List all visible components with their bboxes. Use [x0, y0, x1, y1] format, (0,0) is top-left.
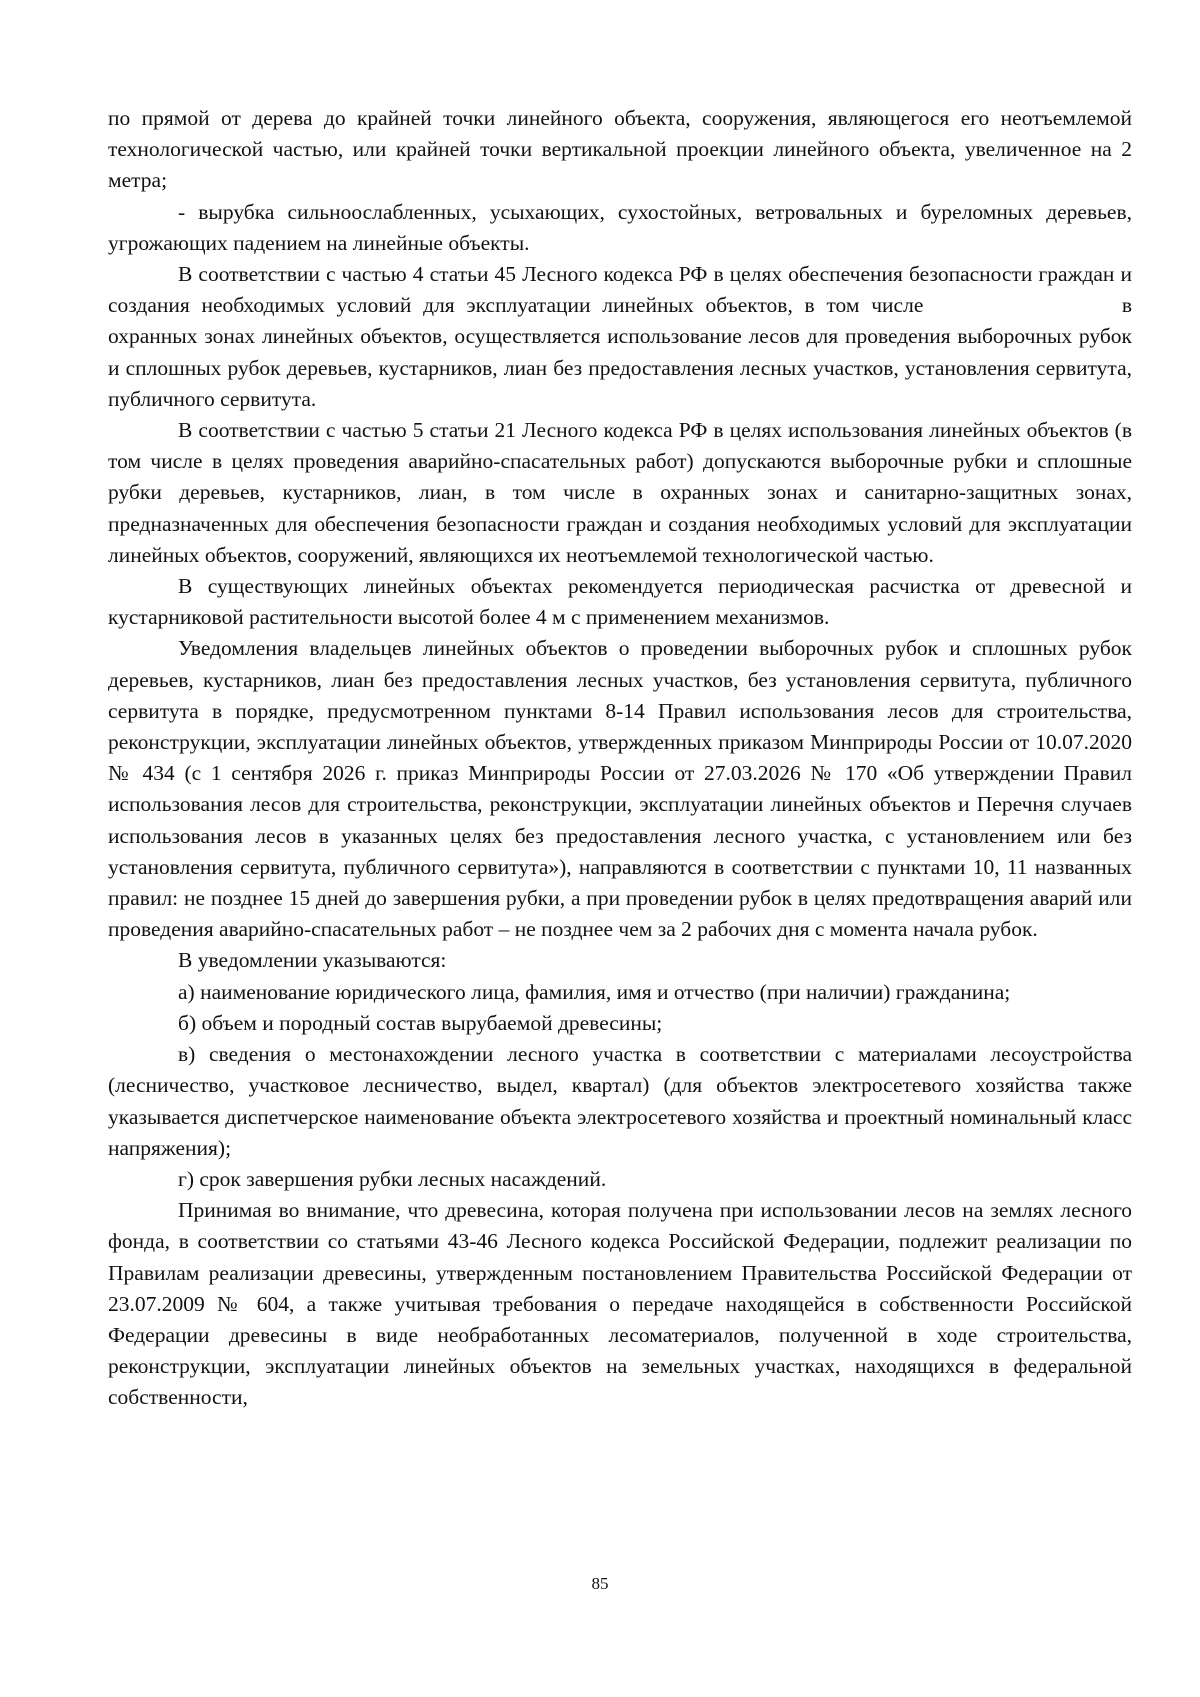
- paragraph: [108, 259, 1132, 415]
- list-item: г) срок завершения рубки лесных насаждений.: [178, 1166, 607, 1191]
- body-text: [108, 103, 1132, 1414]
- paragraph: В соответствии с частью 5 статьи 21 Лесного кодекса РФ в целях использования линейных объектов (в том числе в целях проведения аварийно-спасательных работ) допускаются выборочные рубки и сплошные рубки деревьев, кустарников, лиан, в том числе в охранных зонах и санитарно-защитных зонах, предназначенных для обеспечения безопасности граждан и создания необходимых условий для эксплуатации линейных объектов, сооружений, являющихся их неотъемлемой технологической частью.: [108, 418, 1132, 567]
- list-item: в) сведения о местонахождении лесного участка в соответствии с материалами лесоустройства (лесничество, участковое лесничество, выдел, квартал) (для объектов электросетевого хозяйства также указывается диспетчерское наименование объекта электросетевого хозяйства и проектный номинальный класс напряжения);: [108, 1042, 1132, 1160]
- paragraph: В существующих линейных объектах рекомендуется периодическая расчистка от древесной и кустарниковой растительности высотой более 4 м с применением механизмов.: [108, 574, 1132, 630]
- list-item: б) объем и породный состав вырубаемой древесины;: [178, 1010, 663, 1035]
- paragraph: Принимая во внимание, что древесина, которая получена при использовании лесов на землях лесного фонда, в соответствии со статьями 43-46 Лесного кодекса Российской Федерации, подлежит реализации по Правилам реализации древесины, утвержденным постановлением Правительства Российской Федерации от 23.07.2009 № 604, а также учитывая требования о передаче находящейся в собственности Российской Федерации древесины в виде необработанных лесоматериалов, полученной в ходе строительства, реконструкции, эксплуатации линейных объектов на земельных участках, находящихся в федеральной собственности,: [108, 1198, 1132, 1410]
- paragraph-text-before-gap: В соответствии с частью 4 статьи 45 Лесного кодекса РФ в целях обеспечения безопасности граждан и создания необходимых условий для эксплуатации линейных объектов, в том числе: [108, 262, 1132, 318]
- page-number: 85: [591, 1574, 609, 1593]
- paragraph: - вырубка сильноослабленных, усыхающих, сухостойных, ветровальных и буреломных деревьев, угрожающих падением на линейные объекты.: [108, 199, 1132, 255]
- paragraph: В уведомлении указываются:: [178, 948, 447, 973]
- list-item: а) наименование юридического лица, фамилия, имя и отчество (при наличии) гражданина;: [178, 979, 1011, 1004]
- paragraph-text-after-gap: в охранных зонах линейных объектов, осуществляется использование лесов для проведения выборочных рубок и сплошных рубок деревьев, кустарников, лиан без предоставления лесных участков, установления сервитута, публичного сервитута.: [108, 293, 1132, 411]
- paragraph: по прямой от дерева до крайней точки линейного объекта, сооружения, являющегося его неотъемлемой технологической частью, или крайней точки вертикальной проекции линейного объекта, увеличенное на 2 метра;: [108, 106, 1132, 193]
- paragraph: Уведомления владельцев линейных объектов о проведении выборочных рубок и сплошных рубок деревьев, кустарников, лиан без предоставления лесных участков, без установления сервитута, публичного сервитута в порядке, предусмотренном пунктами 8-14 Правил использования лесов для строительства, реконструкции, эксплуатации линейных объектов, утвержденных приказом Минприроды России от 10.07.2020 № 434 (с 1 сентября 2026 г. приказ Минприроды России от 27.03.2026 № 170 «Об утверждении Правил использования лесов для строительства, реконструкции, эксплуатации линейных объектов и Перечня случаев использования лесов в указанных целях без предоставления лесного участка, с установлением или без установления сервитута, публичного сервитута»), направляются в соответствии с пунктами 10, 11 названных правил: не позднее 15 дней до завершения рубки, а при проведении рубок в целях предотвращения аварий или проведения аварийно-спасательных работ – не позднее чем за 2 рабочих дня с момента начала рубок.: [108, 636, 1132, 942]
